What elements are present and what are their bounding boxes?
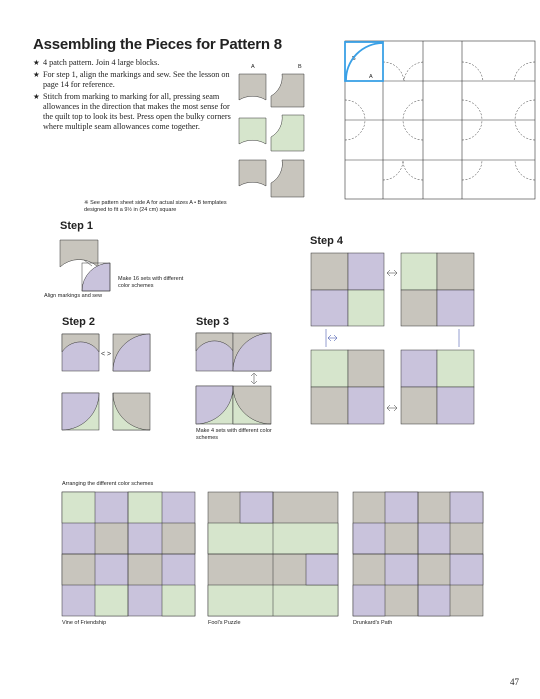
variation-vine-of-friendship [62,492,195,616]
highlight-block [345,42,383,81]
bullet-2: ★ For step 1, align the markings and sew. See the lesson on page 14 for reference. [33,70,238,90]
diagram-label-a: A [369,74,373,80]
variation-fools-puzzle [208,492,338,616]
template-b2 [271,115,304,151]
template-b1 [271,74,304,107]
bullet-1: ★ 4 patch pattern. Join 4 large blocks. [33,58,238,68]
page-number: 47 [510,677,519,687]
template-a2 [239,118,266,144]
variation-drunkards-path [353,492,483,616]
variation-name-1: Vine of Friendship [62,620,107,626]
template-b3 [271,160,304,197]
step2-diagram [62,334,150,430]
line-diagram [345,41,535,199]
template-label-b: B [298,64,302,70]
svg-text:< >: < > [101,351,112,358]
step1-caption: Make 16 sets with different color schemes [118,276,184,289]
diagram-label-b: B [352,56,356,62]
template-pieces [239,74,304,197]
step3-heading: Step 3 [196,316,230,328]
step2-heading: Step 2 [62,316,96,328]
step3-caption: Make 4 sets with different color schemes [196,428,272,441]
step1-heading: Step 1 [60,220,94,232]
variation-name-2: Fool's Puzzle [208,620,241,626]
variation-name-3: Drunkard's Path [353,620,393,626]
bullet-3: ★ Stitch from marking to marking for all, pressing seam allowances in the direction that makes the most sense for the quilt top to look its best. Press open the bulky corners where multiple seam allowances come together. [33,92,238,132]
template-label-a: A [251,64,255,70]
page-title: Assembling the Pieces for Pattern 8 [33,36,282,53]
arranging-heading: Arranging the different color schemes [62,481,154,487]
step4-diagram [311,253,474,424]
step3-diagram [196,333,271,424]
step1-align: Align markings and sew [44,293,103,299]
template-a3 [239,160,266,186]
template-note: ※ See pattern sheet side A for actual sizes A • B templates designed to fit a 9½ in (24 cm) square [84,200,227,213]
template-a1 [239,74,266,100]
step4-heading: Step 4 [310,235,344,247]
step1-diagram [60,240,110,291]
